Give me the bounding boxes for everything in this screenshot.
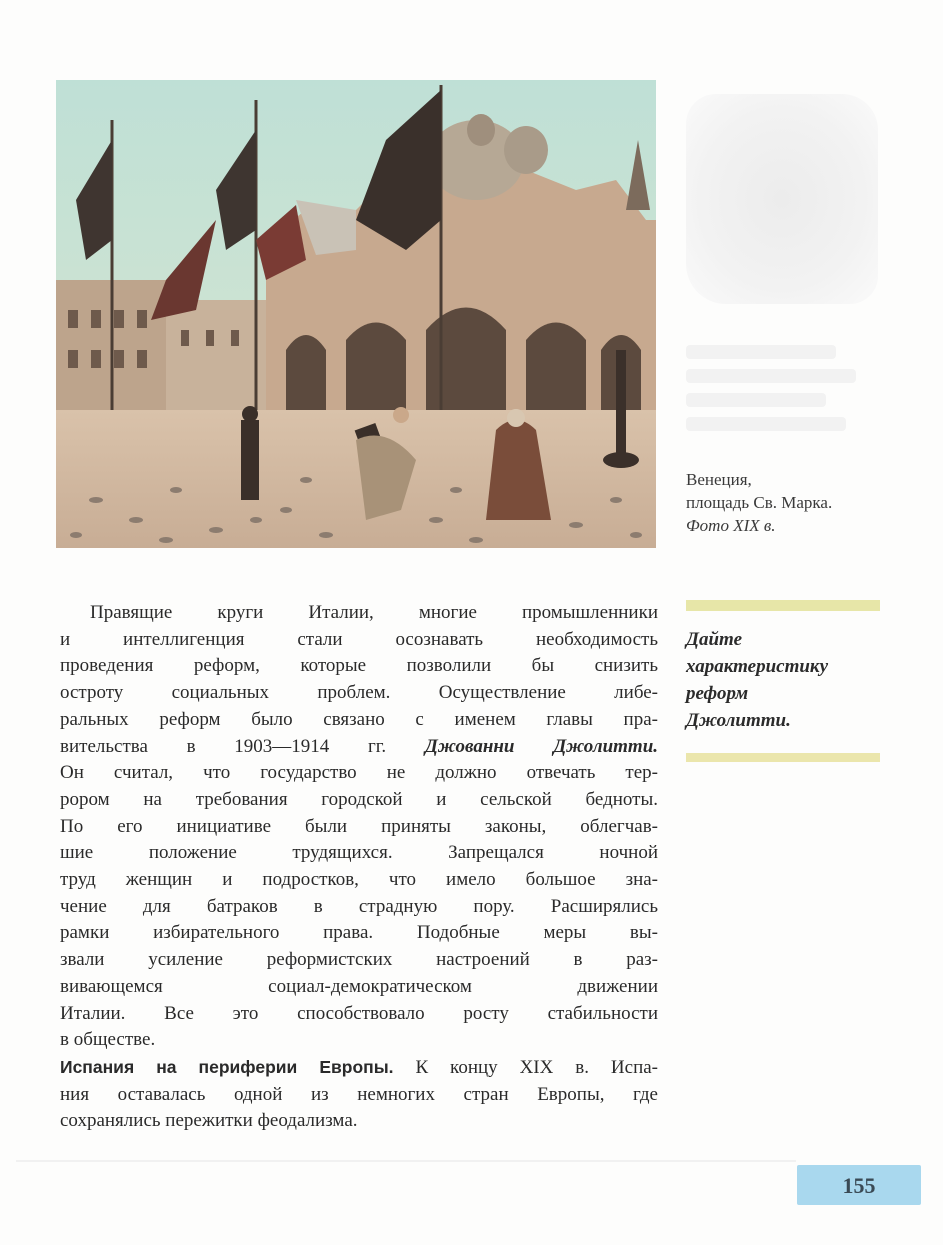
text-line: шие положение трудящихся. Запрещался ночной: [60, 842, 658, 864]
text-line: ральных реформ было связано с именем главы пра-: [60, 708, 658, 730]
question-line: Дайте: [686, 629, 743, 650]
text-line: [60, 1054, 658, 1082]
page-number: 155: [797, 1165, 921, 1205]
text-line: остроту социальных проблем. Осуществление либе-: [60, 682, 658, 704]
name-emphasis: Джованни Джолитти.: [424, 735, 659, 757]
text-line: звали усиление реформистских настроений в раз-: [60, 949, 658, 971]
question-line: характеристику: [686, 656, 828, 677]
text-line: Правящие круги Италии, многие промышленники: [90, 602, 658, 623]
text-line: рором на требования городской и сельской бедноты.: [60, 788, 658, 810]
text-line: По его инициативе были приняты законы, облегчав-: [60, 815, 658, 837]
text-line: Он считал, что государство не должно отвечать тер-: [60, 762, 658, 784]
text-line: рамки избирательного права. Подобные меры вы-: [60, 922, 658, 944]
text-line: ния оставалась одной из немногих стран Европы, где: [60, 1083, 658, 1105]
venice-photo: [56, 80, 656, 548]
main-text: [60, 600, 658, 1135]
venice-photo-icon: [56, 80, 656, 548]
faded-caption: [686, 345, 856, 440]
caption-line: Венеция,: [686, 470, 752, 489]
text-line: [60, 734, 658, 761]
question-bar-top: [686, 600, 880, 611]
text-line: проведения реформ, которые позволили бы снизить: [60, 655, 658, 677]
question-box: [686, 626, 886, 734]
text-line: и интеллигенция стали осознавать необходимость: [60, 628, 658, 650]
section-heading: Испания на периферии Европы.: [60, 1056, 394, 1077]
bottom-rule: [16, 1160, 796, 1162]
text-line: вивающемся социал-демократическом движении: [60, 975, 658, 997]
question-line: реформ: [686, 683, 749, 704]
text-line: сохранялись пережитки феодализма.: [60, 1110, 358, 1132]
text-run: К концу XIX в. Испа-: [393, 1056, 658, 1078]
text-line: труд женщин и подростков, что имело большое зна-: [60, 869, 658, 891]
text-line: чение для батраков в страдную пору. Расширялись: [60, 895, 658, 917]
question-bar-bottom: [686, 753, 880, 762]
question-line: Джолитти.: [686, 710, 791, 731]
caption-line: Фото XIX в.: [686, 516, 776, 535]
caption-line: площадь Св. Марка.: [686, 493, 833, 512]
photo-caption: [686, 468, 906, 537]
text-line: Италии. Все это способствовало росту стабильности: [60, 1002, 658, 1024]
faded-image: [686, 94, 878, 304]
text-line: в обществе.: [60, 1029, 156, 1051]
text-run: вительства в 1903—1914 гг.: [60, 735, 425, 757]
